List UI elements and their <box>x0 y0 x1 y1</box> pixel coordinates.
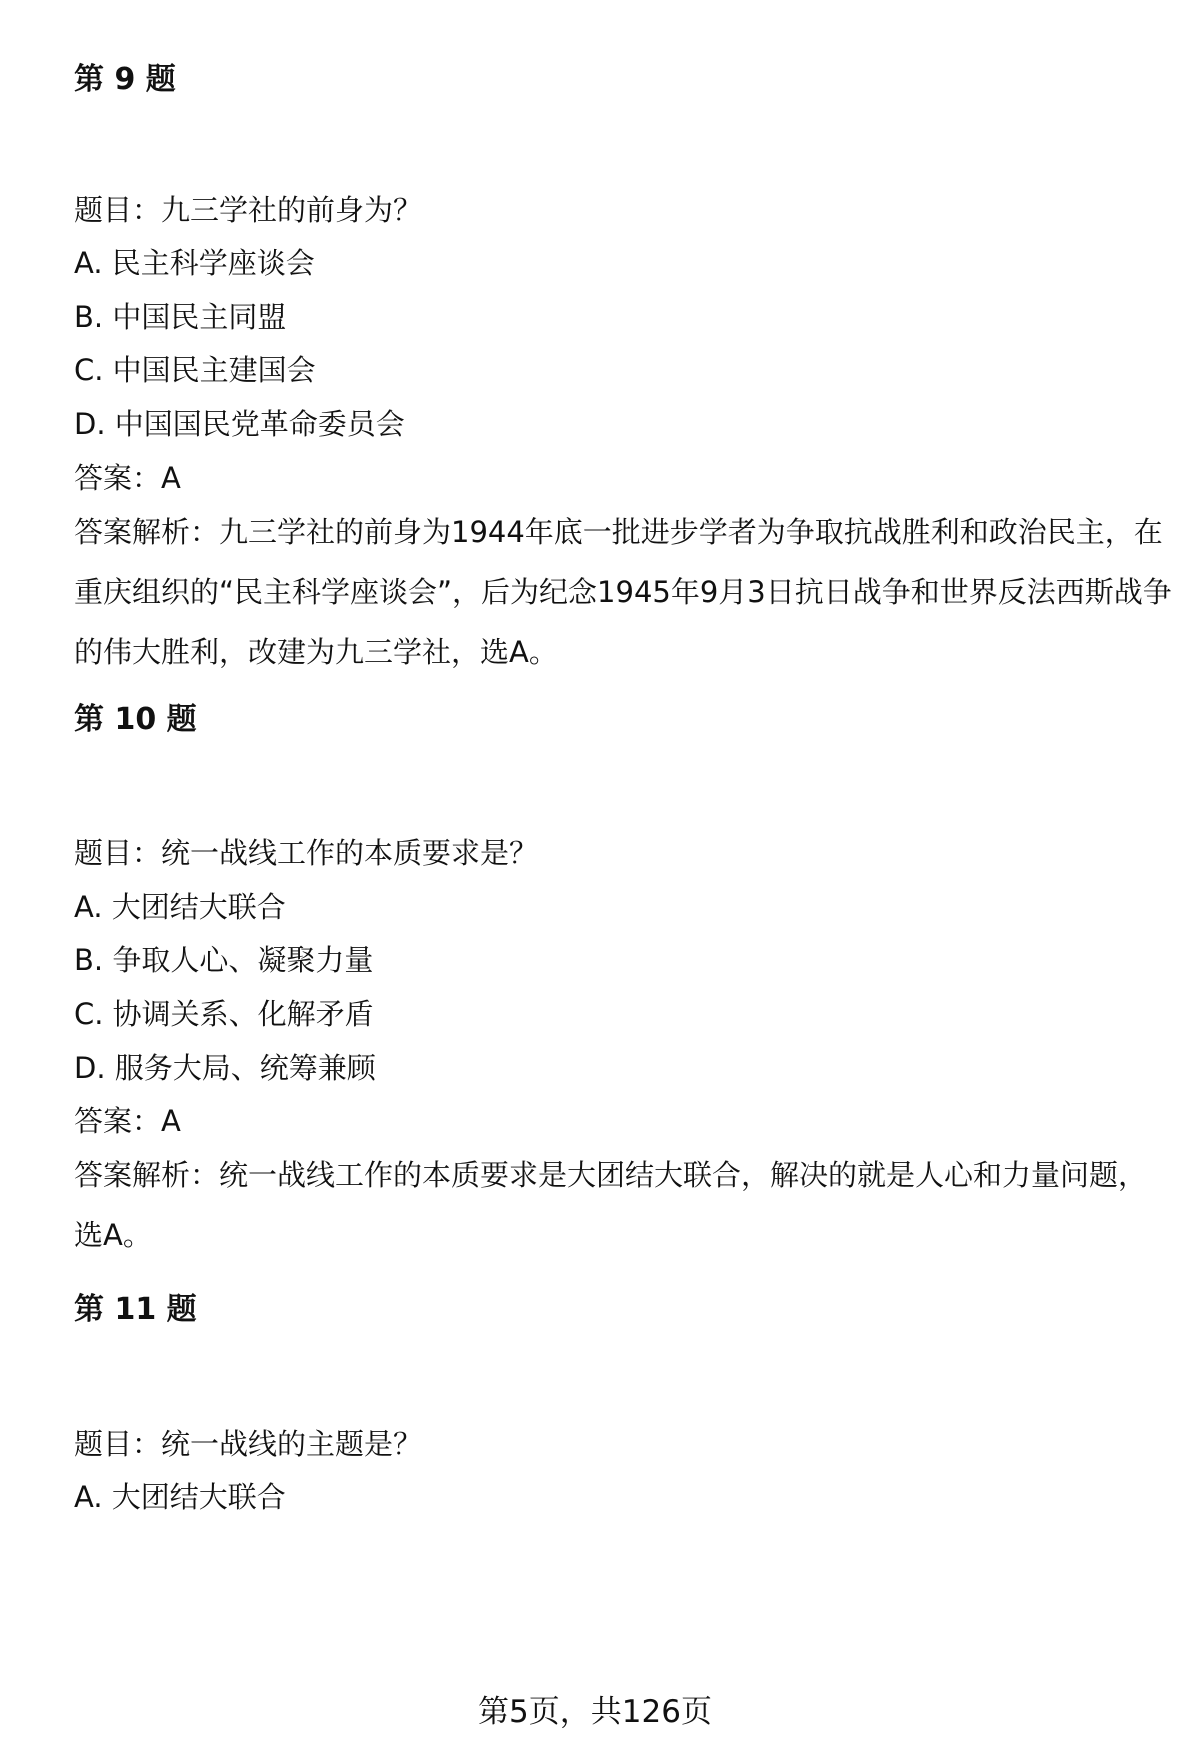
question-9-explanation: 答案解析：九三学社的前身为1944年底一批进步学者为争取抗战胜利和政治民主，在重庆组织的“民主科学座谈会”，后为纪念1945年9月3日抗日战争和世界反法西斯战争的伟大胜利，改建为九三学社，选A。 <box>74 515 1172 669</box>
question-9-stem: 题目：九三学社的前身为？ <box>74 193 423 227</box>
question-9-answer: 答案：A <box>74 461 181 495</box>
question-9-option-d: D. 中国国民党革命委员会 <box>74 407 405 441</box>
question-10-option-b: B. 争取人心、凝聚力量 <box>74 943 374 977</box>
question-9-title: 第 9 题 <box>74 62 176 97</box>
question-11-title: 第 11 题 <box>74 1292 197 1327</box>
question-10-answer: 答案：A <box>74 1104 181 1138</box>
page-number-footer: 第5页，共126页 <box>478 1694 712 1730</box>
question-10-option-c: C. 协调关系、化解矛盾 <box>74 997 374 1031</box>
question-11-stem: 题目：统一战线的主题是？ <box>74 1427 423 1461</box>
question-9-option-c: C. 中国民主建国会 <box>74 353 316 387</box>
question-10-stem: 题目：统一战线工作的本质要求是？ <box>74 836 539 870</box>
question-11-option-a: A. 大团结大联合 <box>74 1480 286 1514</box>
question-10-option-d: D. 服务大局、统筹兼顾 <box>74 1051 376 1085</box>
question-10-explanation: 答案解析：统一战线工作的本质要求是大团结大联合，解决的就是人心和力量问题，选A。 <box>74 1158 1148 1252</box>
question-10-title: 第 10 题 <box>74 702 197 737</box>
question-9-option-a: A. 民主科学座谈会 <box>74 246 315 280</box>
question-9-option-b: B. 中国民主同盟 <box>74 300 287 334</box>
question-10-option-a: A. 大团结大联合 <box>74 890 286 924</box>
